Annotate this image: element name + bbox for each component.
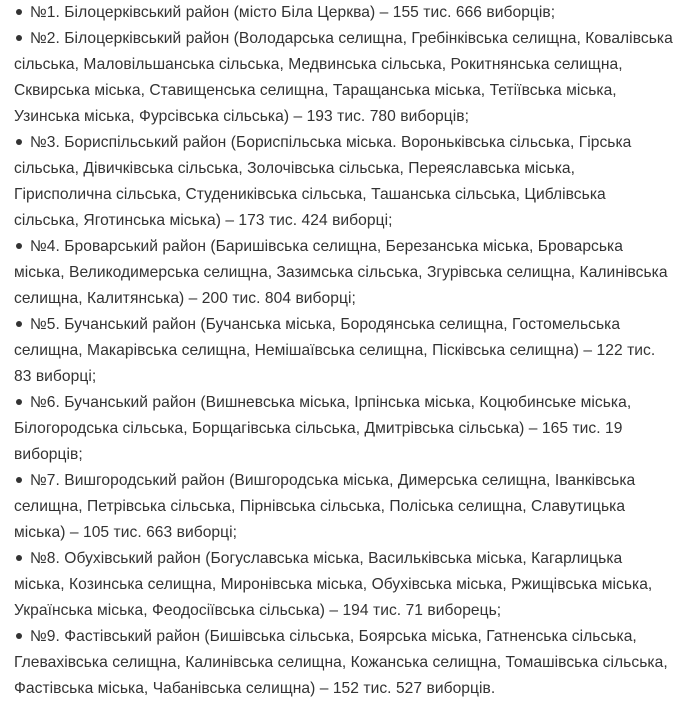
list-item	[14, 26, 673, 130]
list-item-text: №8. Обухівський район (Богуславська міська, Васильківська міська, Кагарлицька міська, Козинська селищна, Миронівська міська, Обухівська міська, Ржищівська міська, Українська міська, Феодосіївська сільська) – 194 тис. 71 виборець;	[14, 550, 653, 619]
list-item	[14, 468, 673, 546]
list-item-text: №5. Бучанський район (Бучанська міська, Бородянська селищна, Гостомельська селищна, Макарівська селищна, Немішаївська селищна, Пісківська селищна) – 122 тис. 83 виборці;	[14, 316, 656, 385]
list-item-text: №1. Білоцерківський район (місто Біла Церква) – 155 тис. 666 виборців;	[30, 4, 556, 21]
list-item	[14, 0, 673, 26]
list-item-text: №6. Бучанський район (Вишневська міська, Ірпінська міська, Коцюбинське міська, Білогородська сільська, Борщагівська сільська, Дмитрівська сільська) – 165 тис. 19 виборців;	[14, 394, 632, 463]
bullet-icon	[16, 555, 22, 561]
list-item	[14, 130, 673, 234]
bullet-icon	[16, 477, 22, 483]
list-item	[14, 390, 673, 468]
list-item	[14, 234, 673, 312]
district-list	[14, 0, 673, 702]
bullet-icon	[16, 35, 22, 41]
bullet-icon	[16, 243, 22, 249]
bullet-icon	[16, 399, 22, 405]
list-item-text: №4. Броварський район (Баришівська селищна, Березанська міська, Броварська міська, Великодимерська селищна, Зазимська сільська, Згурівська селищна, Калинівська селищна, Калитянська) – 200 тис. 804 виборці;	[14, 238, 668, 307]
list-item-text: №2. Білоцерківський район (Володарська селищна, Гребінківська селищна, Ковалівська сільська, Маловільшанська сільська, Медвинська сільська, Рокитнянська селищна, Сквирська міська, Ставищенська селищна, Таращанська міська, Тетіївська міська, Узинська міська, Фурсівська сільська) – 193 тис. 780 виборців;	[14, 30, 673, 125]
bullet-icon	[16, 633, 22, 639]
list-item-text: №9. Фастівський район (Бишівська сільська, Боярська міська, Гатненська сільська, Глевахівська селищна, Калинівська селищна, Кожанська селищна, Томашівська сільська, Фастівська міська, Чабанівська селищна) – 152 тис. 527 виборців.	[14, 628, 668, 697]
list-item-text: №7. Вишгородський район (Вишгородська міська, Димерська селищна, Іванківська селищна, Петрівська сільська, Пірнівська сільська, Поліська селищна, Славутицька міська) – 105 тис. 663 виборці;	[14, 472, 636, 541]
list-item	[14, 546, 673, 624]
list-item-text: №3. Бориспільський район (Бориспільська міська. Вороньківська сільська, Гірська сільська, Дівичківська сільська, Золочівська сільська, Переяславська міська, Гірисполична сільська, Студениківська сільська, Ташанська сільська, Циблівська сільська, Яготинська міська) – 173 тис. 424 виборці;	[14, 134, 632, 229]
list-item	[14, 624, 673, 702]
bullet-icon	[16, 321, 22, 327]
list-item	[14, 312, 673, 390]
bullet-icon	[16, 9, 22, 15]
bullet-icon	[16, 139, 22, 145]
